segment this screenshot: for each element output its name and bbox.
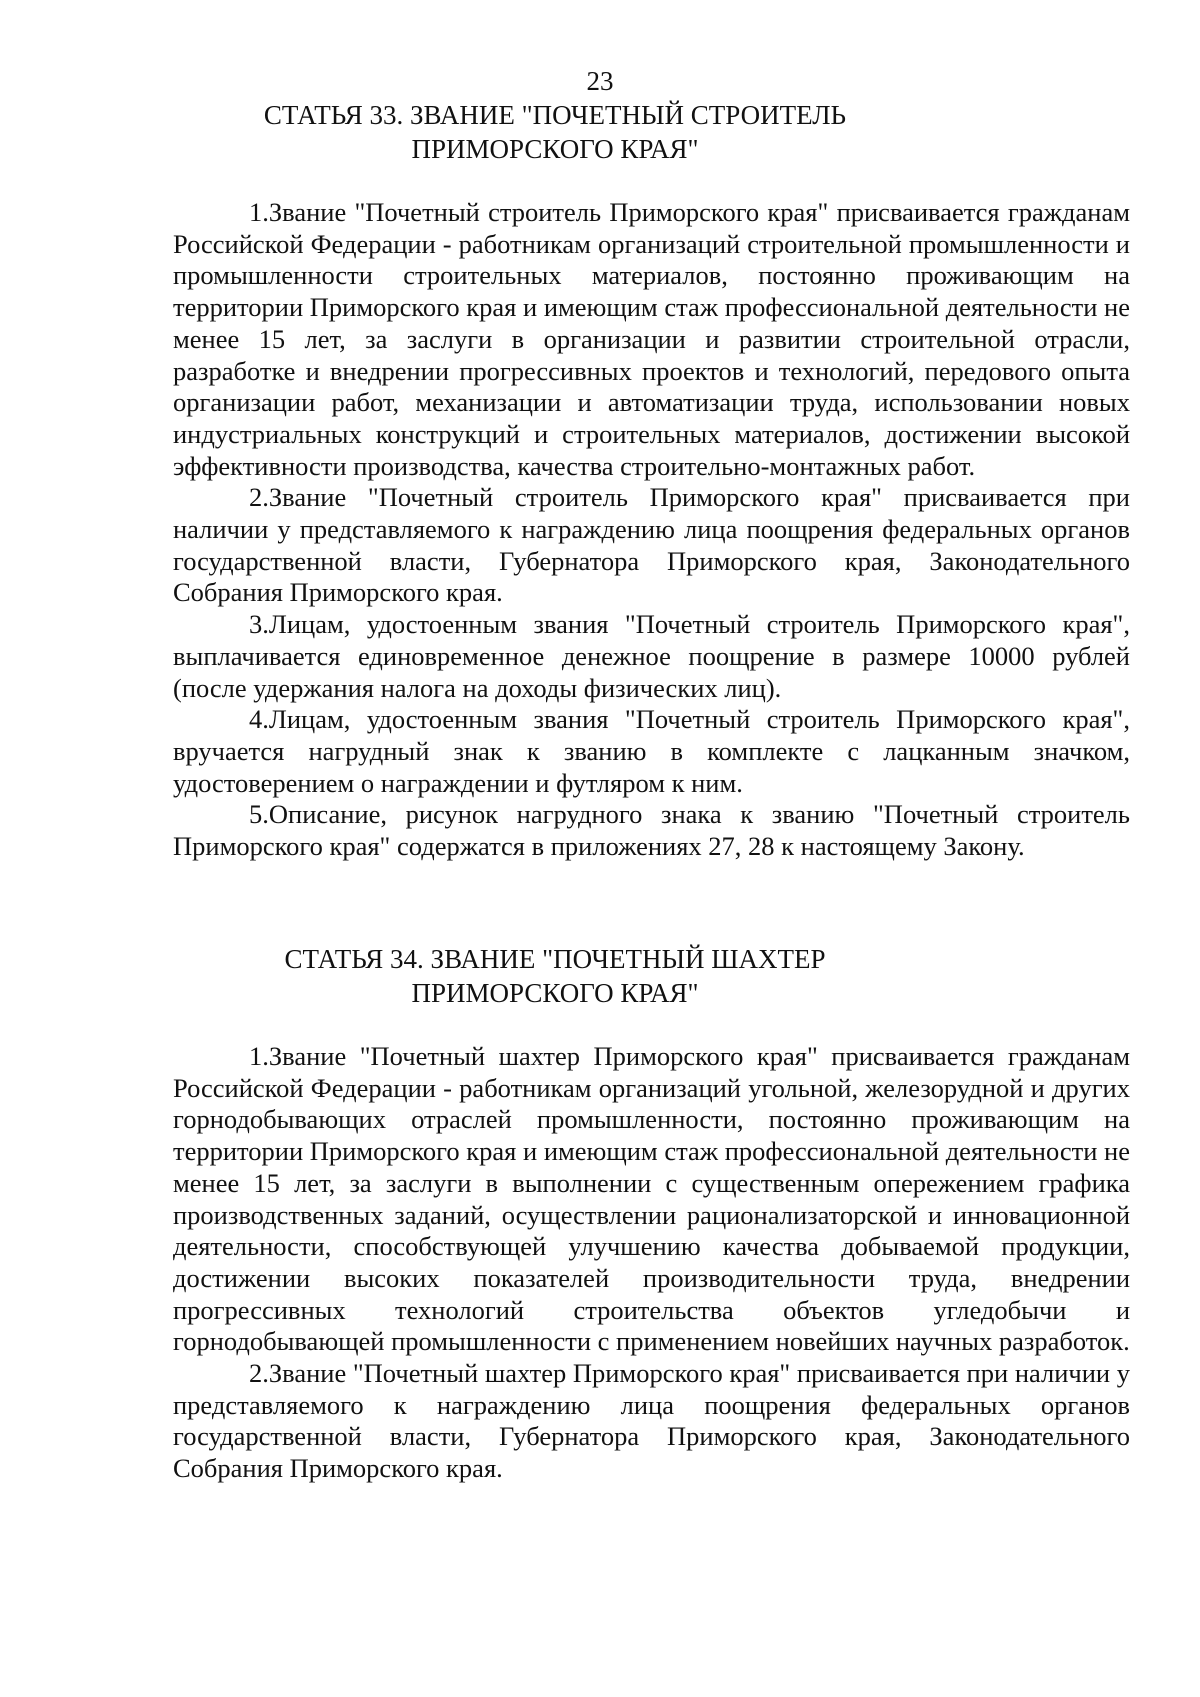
- article-33-paragraph-1: 1.Звание "Почетный строитель Приморского края" присваивается гражданам Российской Федерации - работникам организаций строительной промышленности и промышленности строительных материалов, постоянно проживающим на территории Приморского края и имеющим стаж профессиональной деятельности не менее 15 лет, за заслуги в организации и развитии строительной отрасли, разработке и внедрении прогрессивных проектов и технологий, передового опыта организации работ, механизации и автоматизации труда, использовании новых индустриальных конструкций и строительных материалов, достижении высокой эффективности производства, качества строительно-монтажных работ.: [173, 197, 1130, 481]
- article-33-heading-line-2: ПРИМОРСКОГО КРАЯ": [411, 134, 699, 164]
- article-34-heading-line-2: ПРИМОРСКОГО КРАЯ": [411, 978, 699, 1008]
- article-33-paragraph-2: 2.Звание "Почетный строитель Приморского края" присваивается при наличии у представляемого к награждению лица поощрения федеральных органов государственной власти, Губернатора Приморского края, Законодательного Собрания Приморского края.: [173, 482, 1130, 608]
- article-33-body: [173, 197, 1130, 863]
- article-33-paragraph-5: 5.Описание, рисунок нагрудного знака к званию "Почетный строитель Приморского края" содержатся в приложениях 27, 28 к настоящему Закону.: [173, 799, 1130, 862]
- article-34-body: [173, 1041, 1130, 1485]
- article-34-paragraph-1: 1.Звание "Почетный шахтер Приморского края" присваивается гражданам Российской Федерации - работникам организаций угольной, железорудной и других горнодобывающих отраслей промышленности, постоянно проживающим на территории Приморского края и имеющим стаж профессиональной деятельности не менее 15 лет, за заслуги в выполнении с существенным опережением графика производственных заданий, осуществлении рационализаторской и инновационной деятельности, способствующей улучшению качества добываемой продукции, достижении высоких показателей производительности труда, внедрении прогрессивных технологий строительства объектов угледобычи и горнодобывающей промышленности с применением новейших научных разработок.: [173, 1041, 1130, 1357]
- article-33-paragraph-3: 3.Лицам, удостоенным звания "Почетный строитель Приморского края", выплачивается единовременное денежное поощрение в размере 10000 рублей (после удержания налога на доходы физических лиц).: [173, 609, 1130, 703]
- article-34-heading: [230, 942, 880, 1010]
- article-34-heading-line-1: СТАТЬЯ 34. ЗВАНИЕ "ПОЧЕТНЫЙ ШАХТЕР: [284, 944, 826, 974]
- article-33-heading-line-1: СТАТЬЯ 33. ЗВАНИЕ "ПОЧЕТНЫЙ СТРОИТЕЛЬ: [263, 100, 847, 130]
- article-33-paragraph-4: 4.Лицам, удостоенным звания "Почетный строитель Приморского края", вручается нагрудный знак к званию в комплекте с лацканным значком, удостоверением о награждении и футляром к ним.: [173, 704, 1130, 798]
- article-34-paragraph-2: 2.Звание "Почетный шахтер Приморского края" присваивается при наличии у представляемого к награждению лица поощрения федеральных органов государственной власти, Губернатора Приморского края, Законодательного Собрания Приморского края.: [173, 1358, 1130, 1484]
- article-33-heading: [230, 98, 880, 166]
- page-number: 23: [586, 66, 614, 96]
